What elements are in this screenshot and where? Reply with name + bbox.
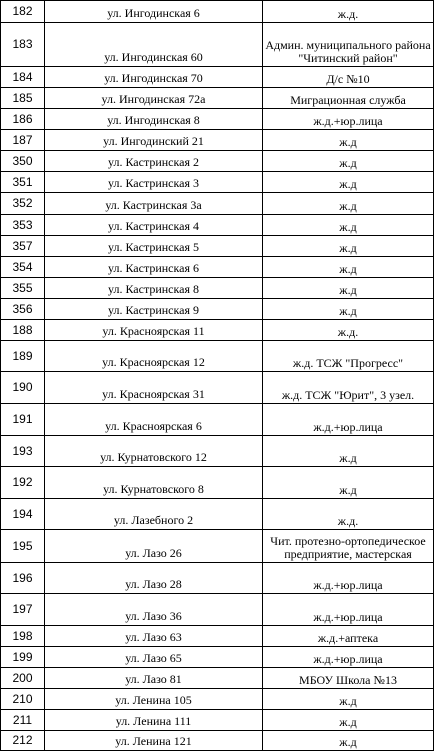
table-row xyxy=(1,594,434,626)
row-number-cell: 192 xyxy=(1,467,45,499)
row-number-cell: 196 xyxy=(1,563,45,594)
note-cell: ж.д xyxy=(263,130,434,151)
note-cell: Д/с №10 xyxy=(263,67,434,88)
note-cell: МБОУ Школа №13 xyxy=(263,668,434,689)
address-cell: ул. Ингодинская 6 xyxy=(45,1,263,23)
note-cell: ж.д xyxy=(263,710,434,731)
table-row xyxy=(1,530,434,563)
row-number-cell: 187 xyxy=(1,130,45,151)
address-table-body xyxy=(1,1,434,751)
table-row xyxy=(1,499,434,530)
row-number-cell: 184 xyxy=(1,67,45,88)
note-cell: ж.д.+юр.лица xyxy=(263,109,434,130)
address-cell: ул. Ингодинский 21 xyxy=(45,130,263,151)
note-cell: Миграционная служба xyxy=(263,88,434,109)
table-row xyxy=(1,710,434,731)
table-row xyxy=(1,320,434,341)
note-cell: ж.д. ТСЖ "Прогресс" xyxy=(263,341,434,372)
address-cell: ул. Красноярская 12 xyxy=(45,341,263,372)
row-number-cell: 354 xyxy=(1,257,45,278)
note-cell: ж.д xyxy=(263,467,434,499)
table-row xyxy=(1,257,434,278)
row-number-cell: 199 xyxy=(1,647,45,668)
address-cell: ул. Красноярская 6 xyxy=(45,404,263,436)
row-number-cell: 194 xyxy=(1,499,45,530)
table-row xyxy=(1,215,434,236)
address-cell: ул. Ингодинская 8 xyxy=(45,109,263,130)
table-row xyxy=(1,731,434,751)
row-number-cell: 198 xyxy=(1,626,45,647)
row-number-cell: 351 xyxy=(1,172,45,193)
table-row xyxy=(1,193,434,215)
table-row xyxy=(1,689,434,710)
note-cell: ж.д xyxy=(263,151,434,172)
address-cell: ул. Кастринская 8 xyxy=(45,278,263,299)
note-cell: ж.д xyxy=(263,172,434,193)
address-cell: ул. Ленина 105 xyxy=(45,689,263,710)
row-number-cell: 191 xyxy=(1,404,45,436)
row-number-cell: 193 xyxy=(1,436,45,467)
note-cell: ж.д xyxy=(263,215,434,236)
row-number-cell: 212 xyxy=(1,731,45,751)
address-cell: ул. Кастринская 3 xyxy=(45,172,263,193)
address-cell: ул. Ленина 111 xyxy=(45,710,263,731)
row-number-cell: 355 xyxy=(1,278,45,299)
address-cell: ул. Красноярская 11 xyxy=(45,320,263,341)
address-cell: ул. Лазо 63 xyxy=(45,626,263,647)
row-number-cell: 188 xyxy=(1,320,45,341)
table-row xyxy=(1,563,434,594)
table-row xyxy=(1,626,434,647)
table-row xyxy=(1,23,434,67)
note-cell: ж.д.+юр.лица xyxy=(263,647,434,668)
address-cell: ул. Кастринская 5 xyxy=(45,236,263,257)
address-cell: ул. Лазо 65 xyxy=(45,647,263,668)
table-row xyxy=(1,1,434,23)
table-row xyxy=(1,436,434,467)
table-row xyxy=(1,668,434,689)
note-cell: ж.д.+юр.лица xyxy=(263,563,434,594)
row-number-cell: 195 xyxy=(1,530,45,563)
address-cell: ул. Лазо 26 xyxy=(45,530,263,563)
note-cell: ж.д xyxy=(263,257,434,278)
note-cell: Админ. муниципального района "Читинский район" xyxy=(263,23,434,67)
note-cell: ж.д. xyxy=(263,499,434,530)
note-cell: ж.д xyxy=(263,436,434,467)
table-row xyxy=(1,372,434,404)
note-cell: ж.д xyxy=(263,278,434,299)
address-cell: ул. Лазо 81 xyxy=(45,668,263,689)
table-row xyxy=(1,236,434,257)
note-cell: Чит. протезно-ортопедическое предприятие, мастерская xyxy=(263,530,434,563)
address-cell: ул. Кастринская 4 xyxy=(45,215,263,236)
address-cell: ул. Ингодинская 72а xyxy=(45,88,263,109)
row-number-cell: 182 xyxy=(1,1,45,23)
address-cell: ул. Лазебного 2 xyxy=(45,499,263,530)
table-row xyxy=(1,467,434,499)
row-number-cell: 210 xyxy=(1,689,45,710)
row-number-cell: 356 xyxy=(1,299,45,320)
row-number-cell: 353 xyxy=(1,215,45,236)
note-cell: ж.д xyxy=(263,193,434,215)
address-cell: ул. Курнатовского 8 xyxy=(45,467,263,499)
note-cell: ж.д xyxy=(263,689,434,710)
note-cell: ж.д. xyxy=(263,320,434,341)
note-cell: ж.д. xyxy=(263,1,434,23)
note-cell: ж.д xyxy=(263,299,434,320)
note-cell: ж.д xyxy=(263,731,434,751)
table-row xyxy=(1,278,434,299)
address-cell: ул. Лазо 36 xyxy=(45,594,263,626)
address-cell: ул. Кастринская 9 xyxy=(45,299,263,320)
note-cell: ж.д.+аптека xyxy=(263,626,434,647)
table-row xyxy=(1,404,434,436)
table-row xyxy=(1,172,434,193)
table-row xyxy=(1,88,434,109)
address-cell: ул. Ингодинская 60 xyxy=(45,23,263,67)
row-number-cell: 357 xyxy=(1,236,45,257)
note-cell: ж.д.+юр.лица xyxy=(263,404,434,436)
address-cell: ул. Кастринская 6 xyxy=(45,257,263,278)
note-cell: ж.д. ТСЖ "Юрит", 3 узел. xyxy=(263,372,434,404)
note-cell: ж.д xyxy=(263,236,434,257)
address-cell: ул. Курнатовского 12 xyxy=(45,436,263,467)
table-row xyxy=(1,299,434,320)
table-row xyxy=(1,109,434,130)
row-number-cell: 190 xyxy=(1,372,45,404)
table-row xyxy=(1,647,434,668)
table-row xyxy=(1,130,434,151)
row-number-cell: 186 xyxy=(1,109,45,130)
row-number-cell: 352 xyxy=(1,193,45,215)
row-number-cell: 211 xyxy=(1,710,45,731)
row-number-cell: 189 xyxy=(1,341,45,372)
address-cell: ул. Кастринская 3а xyxy=(45,193,263,215)
row-number-cell: 200 xyxy=(1,668,45,689)
table-row xyxy=(1,341,434,372)
table-row xyxy=(1,67,434,88)
table-row xyxy=(1,151,434,172)
address-cell: ул. Ленина 121 xyxy=(45,731,263,751)
address-cell: ул. Ингодинская 70 xyxy=(45,67,263,88)
address-cell: ул. Красноярская 31 xyxy=(45,372,263,404)
note-cell: ж.д.+юр.лица xyxy=(263,594,434,626)
address-cell: ул. Лазо 28 xyxy=(45,563,263,594)
row-number-cell: 350 xyxy=(1,151,45,172)
row-number-cell: 185 xyxy=(1,88,45,109)
row-number-cell: 197 xyxy=(1,594,45,626)
address-cell: ул. Кастринская 2 xyxy=(45,151,263,172)
row-number-cell: 183 xyxy=(1,23,45,67)
